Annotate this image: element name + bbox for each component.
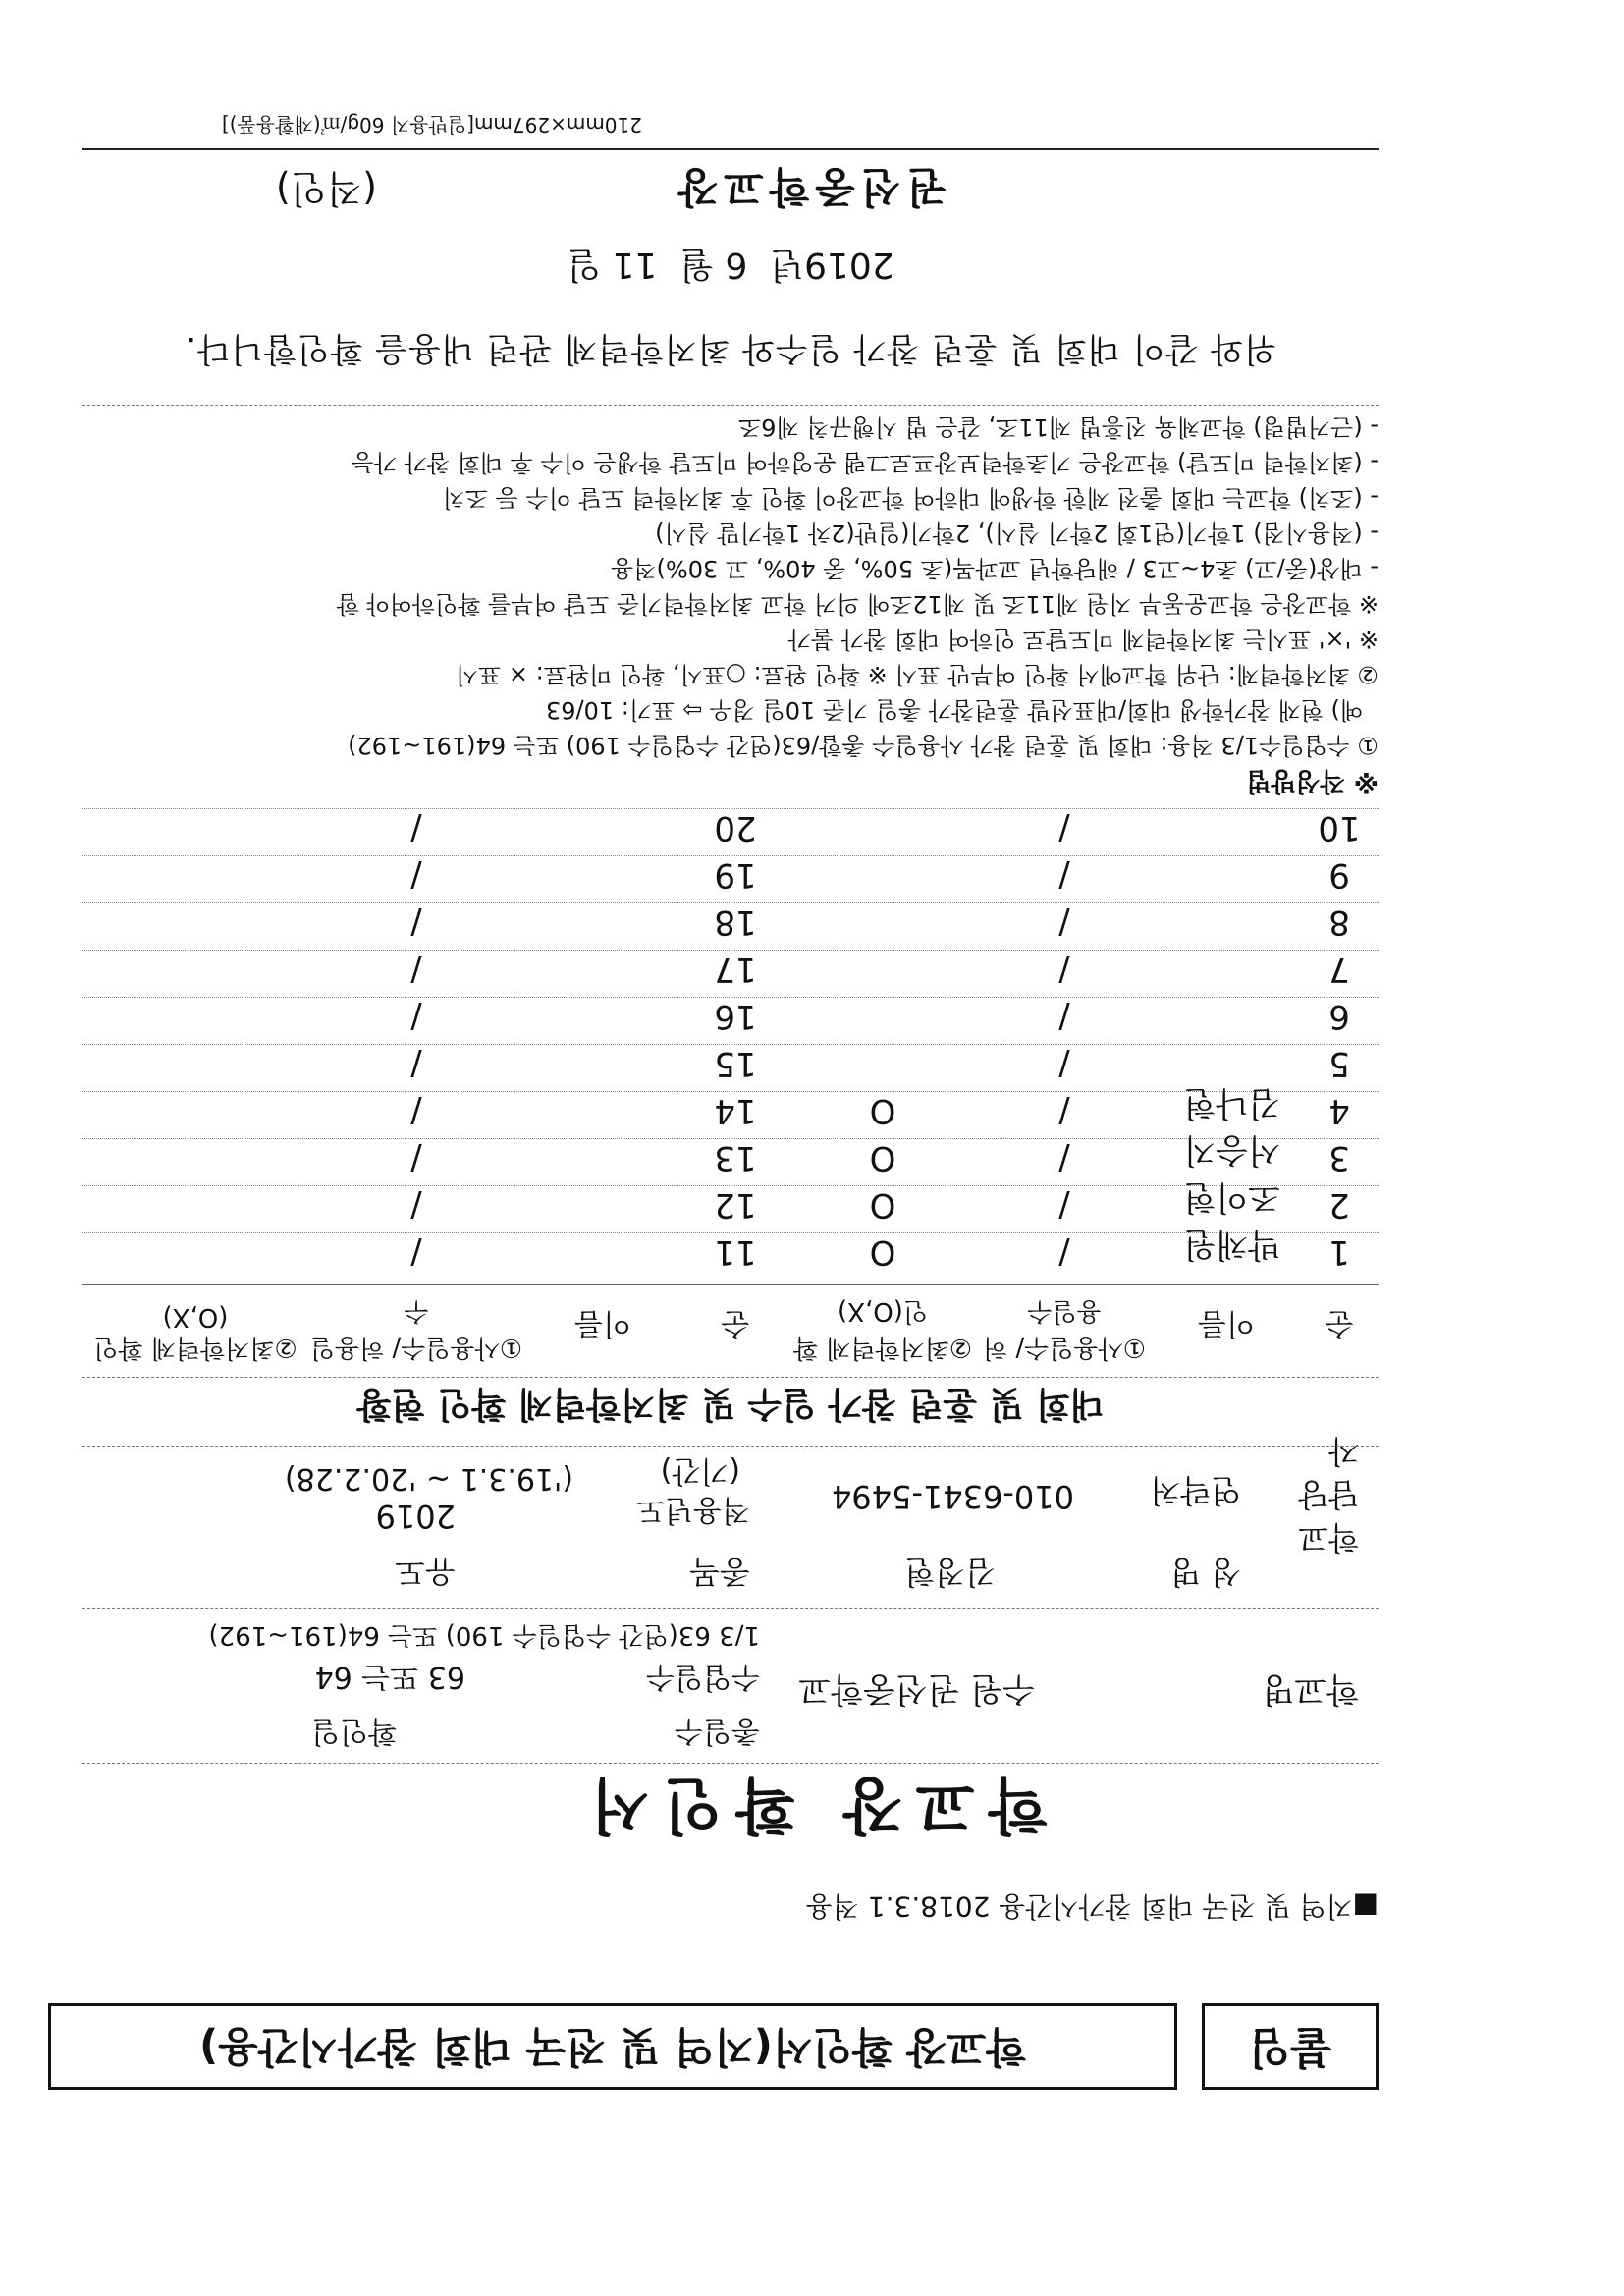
row-no: 9 bbox=[1328, 855, 1350, 895]
total-days-formula: 63 또는 64 bbox=[314, 1660, 465, 1694]
confirm-label: 확인일 bbox=[311, 1714, 397, 1748]
attachment-label: 붙임 bbox=[1248, 2022, 1332, 2072]
notes-line: ※ 학교장은 학교운동부 지원 제11조 및 제12조에 의거 학교 최저학력기준 도달 여부를 확인하여야 함 bbox=[336, 590, 1379, 618]
total-days-label: 총일수 bbox=[675, 1714, 760, 1748]
row-days: / bbox=[1058, 808, 1070, 847]
name-value: 김정현 bbox=[904, 1554, 996, 1591]
teacher-label: 학교담당자 bbox=[1298, 1433, 1359, 1557]
row-days-2: / bbox=[410, 950, 422, 989]
header-check: ②최저학력제 확인(O,X) bbox=[792, 1296, 973, 1362]
contact-value: 010-6341-5494 bbox=[831, 1478, 1074, 1515]
row-no: 8 bbox=[1328, 902, 1350, 942]
header-no-2: 순 bbox=[721, 1306, 750, 1340]
row-check: O bbox=[869, 1232, 896, 1272]
notes-line: - (최저학력 미도달) 학교장은 기초학력보장프로그램 운영하여 미도달 학생은 이수 후 대회 참가 가능 bbox=[351, 449, 1379, 476]
row-no-2: 15 bbox=[714, 1044, 757, 1083]
row-no-2: 17 bbox=[714, 950, 757, 989]
row-no: 5 bbox=[1328, 1044, 1350, 1083]
row-days: / bbox=[1058, 1185, 1070, 1225]
row-no-2: 12 bbox=[714, 1185, 757, 1225]
document-date: 2019년 6 월 11 일 bbox=[567, 245, 894, 285]
form-title: 학교장 확인서(지역 및 전국 대회 참가시간용) bbox=[199, 2023, 1026, 2071]
paper-spec-footer: 210mm×297mm[일반용지 60g/㎡(재활용품)] bbox=[221, 113, 642, 137]
row-days: / bbox=[1058, 855, 1070, 895]
row-days-2: / bbox=[410, 1138, 422, 1177]
header-days-2: ①사용일수/ 허용일수 bbox=[309, 1296, 523, 1362]
period-label: (기간) bbox=[660, 1453, 740, 1488]
row-no-2: 20 bbox=[714, 808, 757, 847]
total-days-label2: 수업일수 bbox=[646, 1660, 760, 1694]
row-days: / bbox=[1058, 997, 1070, 1036]
header-days: ①사용일수/ 허용일수 bbox=[983, 1296, 1146, 1362]
attachment-label-box bbox=[1202, 2003, 1379, 2090]
row-name: 박채원 bbox=[1183, 1225, 1280, 1264]
school-label: 학교명 bbox=[1262, 1669, 1359, 1709]
row-no: 6 bbox=[1328, 997, 1350, 1036]
row-name: 김나현 bbox=[1183, 1083, 1280, 1122]
row-no-2: 14 bbox=[714, 1091, 757, 1130]
row-no-2: 16 bbox=[714, 997, 757, 1036]
table-row bbox=[82, 1083, 1379, 1138]
row-days: / bbox=[1058, 1232, 1070, 1272]
row-days-2: / bbox=[410, 1044, 422, 1083]
row-no: 1 bbox=[1328, 1232, 1350, 1272]
notes-line: ※ '×' 표시는 최저학력제 미도달로 인하여 대회 참가 불가 bbox=[787, 626, 1379, 653]
row-days: / bbox=[1058, 902, 1070, 942]
row-days-2: / bbox=[410, 1185, 422, 1225]
row-days-2: / bbox=[410, 808, 422, 847]
notes-line: ② 최저학력제: 단위 학교에서 확인 여부만 표시 ※ 확인 완료: ○표시, 확인 미완료: × 표시 bbox=[455, 661, 1379, 688]
certify-statement: 위와 같이 대회 및 훈련 참가 일수와 최저학력제 관련 내용을 확인합니다. bbox=[185, 329, 1276, 368]
header-check-2: ②최저학력제 확인(O,X) bbox=[93, 1302, 298, 1362]
row-days-2: / bbox=[410, 1232, 422, 1272]
contact-label: 연락처 bbox=[1150, 1472, 1241, 1509]
table-row bbox=[82, 950, 1379, 997]
row-no-2: 13 bbox=[714, 1138, 757, 1177]
subject-value: 유도 bbox=[395, 1554, 456, 1591]
row-days: / bbox=[1058, 1138, 1070, 1177]
table-row bbox=[82, 1044, 1379, 1091]
row-no: 10 bbox=[1318, 808, 1361, 847]
table-row bbox=[82, 855, 1379, 902]
row-days-2: / bbox=[410, 855, 422, 895]
name-label: 성 명 bbox=[1170, 1554, 1241, 1591]
form-note: ■지역 및 전국 대회 참가시간용 2018.3.1 적용 bbox=[805, 1890, 1379, 1923]
row-name: 조이현 bbox=[1183, 1177, 1280, 1217]
year-label: 적용년도 bbox=[636, 1493, 750, 1527]
year-value: 2019 bbox=[375, 1498, 456, 1535]
principal-name: 권선중학교장 bbox=[672, 163, 947, 211]
row-no: 7 bbox=[1328, 950, 1350, 989]
row-check: O bbox=[869, 1185, 896, 1225]
row-no-2: 18 bbox=[714, 902, 757, 942]
row-days-2: / bbox=[410, 1091, 422, 1130]
header-name: 이름 bbox=[1198, 1306, 1255, 1340]
notes-line: - 대상(중/고) 초4~고3 / 해당학년 교과목(초 50%, 중 40%, 고 30%)적용 bbox=[611, 555, 1379, 582]
notes-line: - (적용시점) 1학기(연1회 2학기 실시), 2학기(일반(2차 1학기말 실시) bbox=[655, 519, 1379, 547]
header-no: 순 bbox=[1325, 1306, 1354, 1340]
row-days-2: / bbox=[410, 997, 422, 1036]
notes-line: 예) 현재 참가학생 대회/대표선발 훈련참가 총일 기준 10일 경우 ⇨ 표기: 10/63 bbox=[545, 696, 1363, 724]
row-days-2: / bbox=[410, 902, 422, 942]
row-check: O bbox=[869, 1138, 896, 1177]
notes-line: - (조치) 학교는 대회 출전 제한 학생에 대하여 학교장이 확인 후 최저학력 도달 이수 등 조치 bbox=[442, 484, 1379, 512]
row-days: / bbox=[1058, 1044, 1070, 1083]
school-value: 수원 권선중학교 bbox=[798, 1669, 1035, 1709]
notes-line: - (근거법령) 학교체육 진흥법 제11조, 같은 법 시행규칙 제6조 bbox=[738, 413, 1379, 441]
row-check: O bbox=[869, 1091, 896, 1130]
table-row bbox=[82, 808, 1379, 855]
notes-heading: ※ 작성방법 bbox=[1246, 766, 1379, 795]
table-title: 대회 및 훈련 참가 일수 및 최저학력제 확인 현황 bbox=[356, 1384, 1105, 1424]
row-name: 서승지 bbox=[1183, 1130, 1280, 1170]
row-no: 2 bbox=[1328, 1185, 1350, 1225]
row-no-2: 19 bbox=[714, 855, 757, 895]
row-days: / bbox=[1058, 1091, 1070, 1130]
header-name-2: 이름 bbox=[574, 1306, 631, 1340]
table-row bbox=[82, 1225, 1379, 1280]
period-value: ('19.3.1 ~ '20.2.28) bbox=[284, 1461, 573, 1496]
notes-block bbox=[82, 410, 1379, 798]
document-title: 학교장 확인서 bbox=[576, 1770, 1048, 1841]
official-seal: (직인) bbox=[275, 167, 377, 210]
table-row bbox=[82, 1177, 1379, 1232]
notes-line: ① 수업일수1/3 적용: 대회 및 훈련 참가 사용일수 총합/63(연간 수업일수 190) 또는 64(191~192) bbox=[348, 732, 1379, 759]
table-row bbox=[82, 997, 1379, 1044]
row-days: / bbox=[1058, 950, 1070, 989]
table-row bbox=[82, 902, 1379, 950]
subject-label: 종목 bbox=[689, 1554, 750, 1591]
form-title-box bbox=[48, 2003, 1177, 2090]
row-no-2: 11 bbox=[714, 1232, 757, 1272]
total-confirm: 1/3 63(연간 수업일수 190) 또는 64(191~192) bbox=[208, 1620, 760, 1650]
row-no: 4 bbox=[1328, 1091, 1350, 1130]
row-no: 3 bbox=[1328, 1138, 1350, 1177]
table-row bbox=[82, 1130, 1379, 1185]
